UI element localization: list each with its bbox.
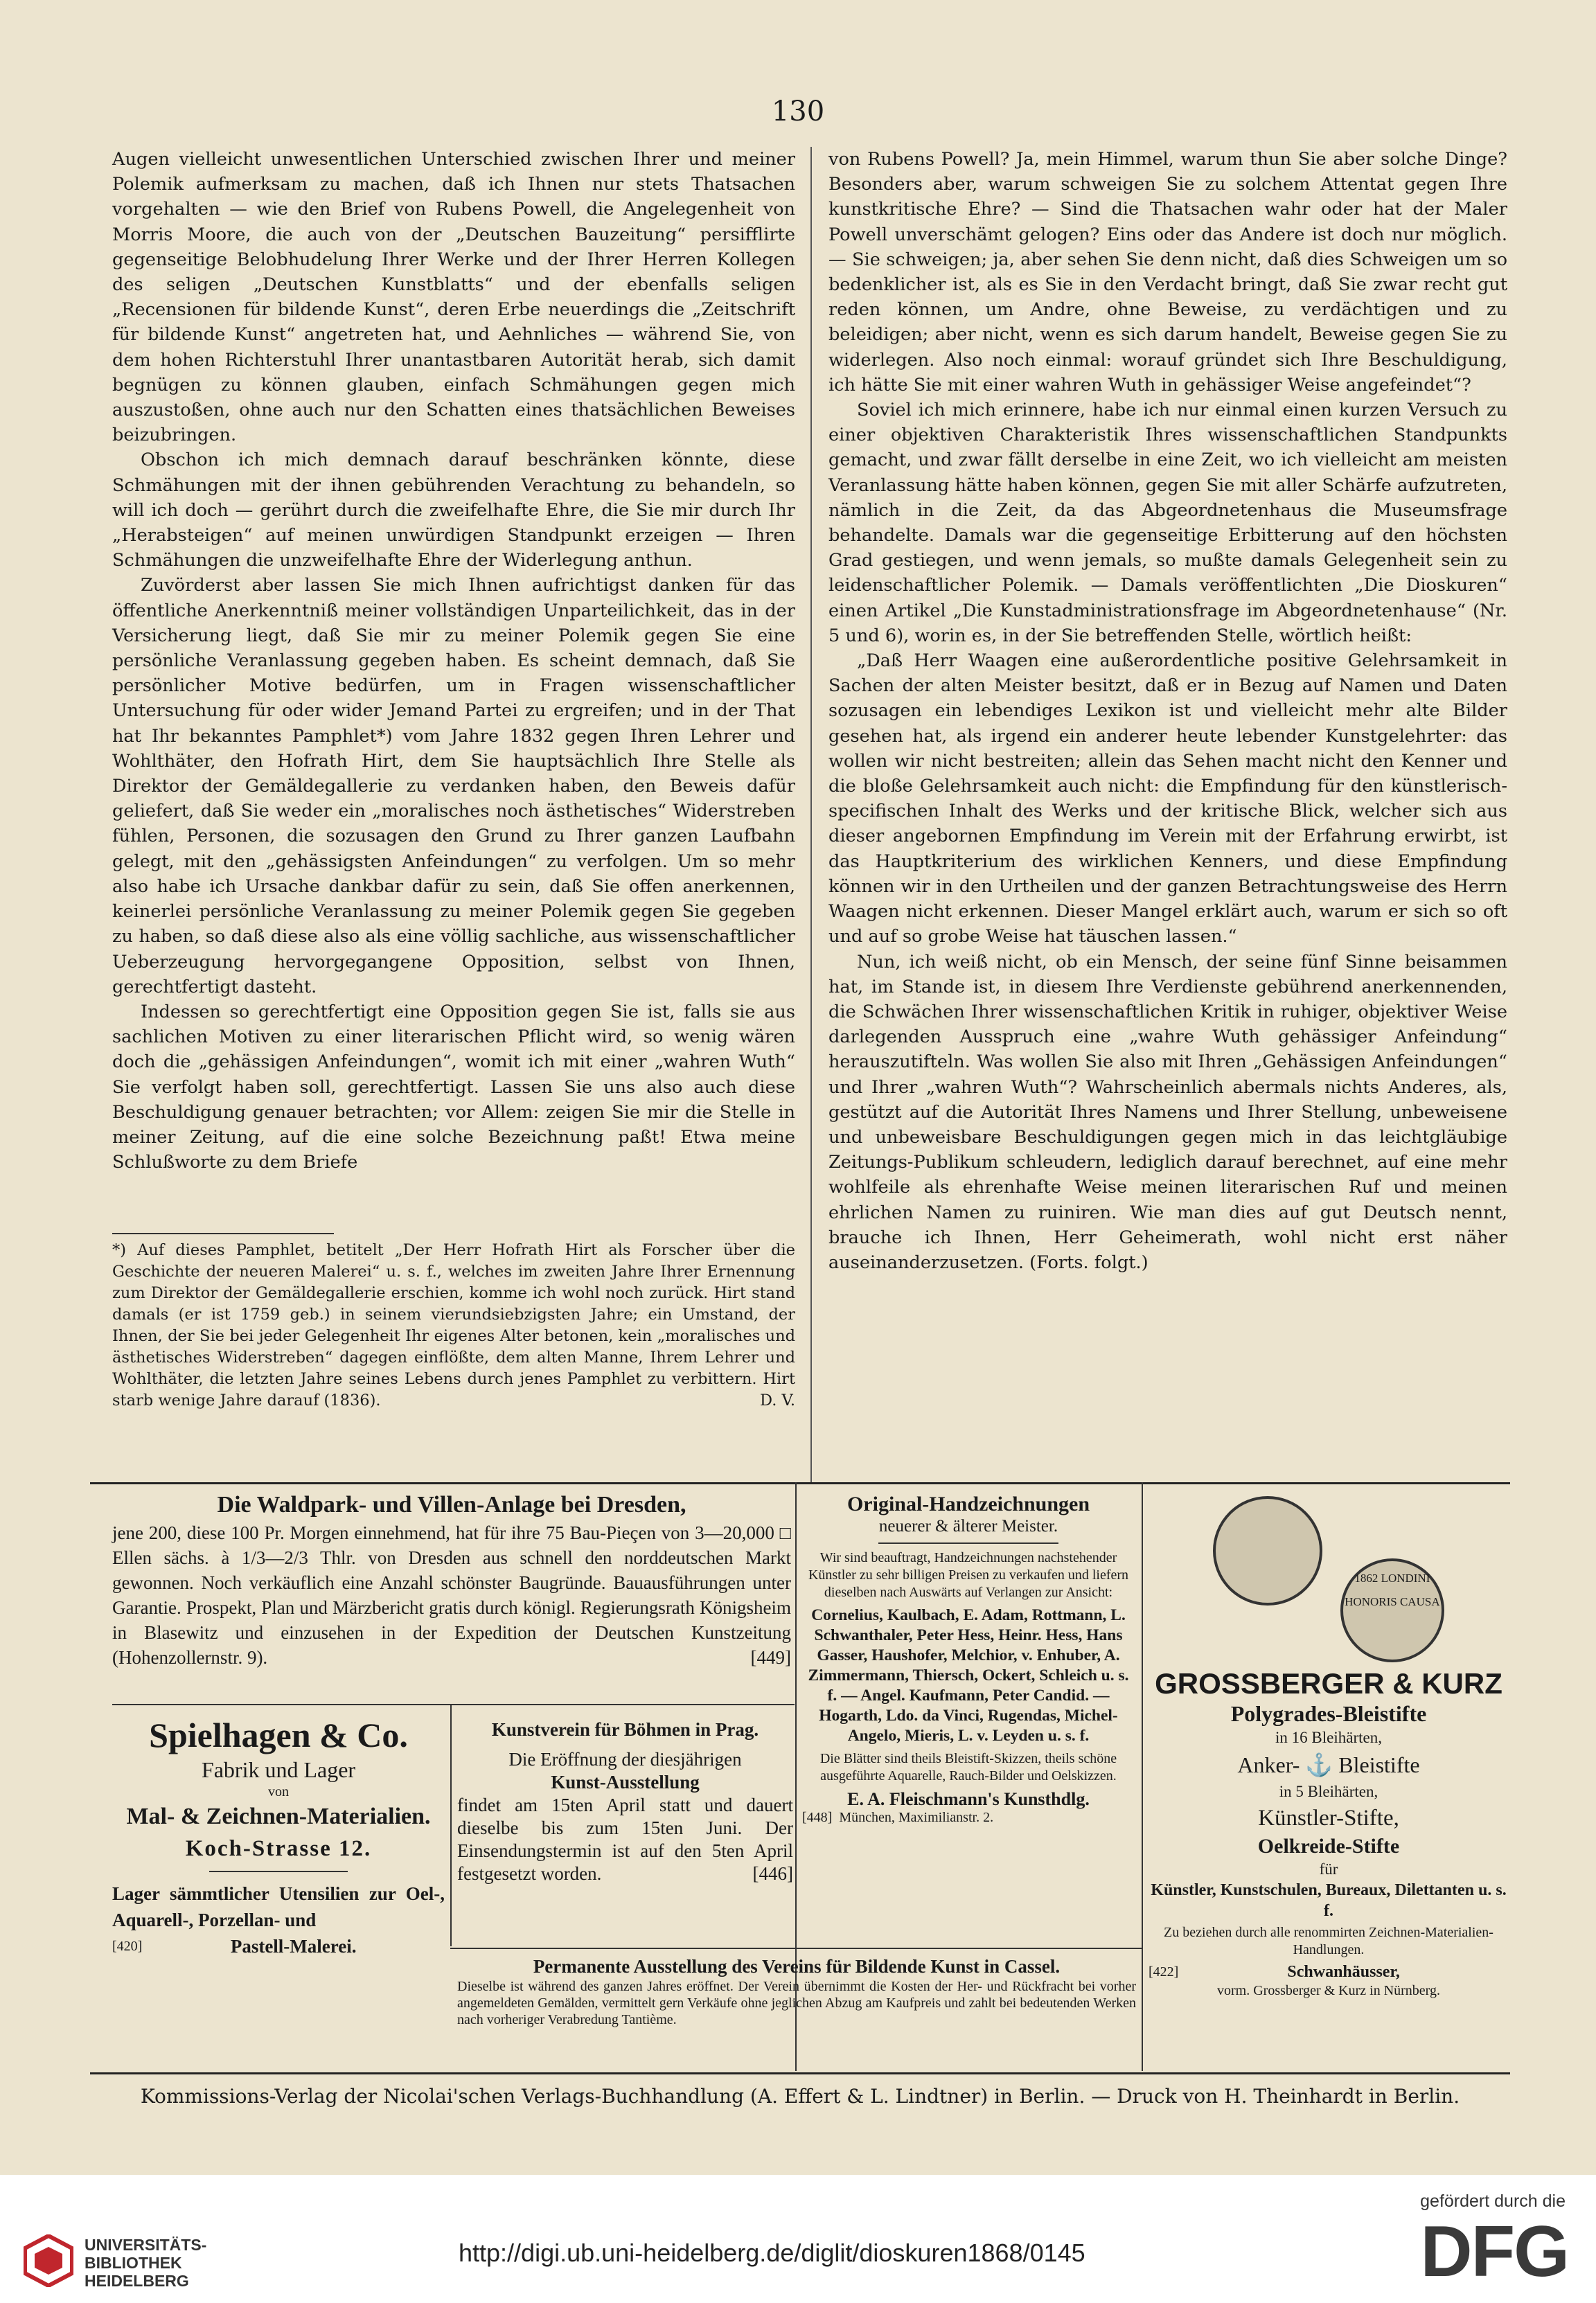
paragraph: Augen vielleicht unwesentlichen Unterschied zwischen Ihrer und meiner Polemik aufmerksam zu machen, daß ich Ihnen nur stets Thatsachen vorgehalten — wie den Brief von Rubens Powell, die Angelegenheit von Morris Moore, die auch von der „Deutschen Bauzeitung“ persifflirte gegenseitige Belobhudelung Ihrer Werke und der Ihrer Herren Kollegen des seligen „Deutschen Kunstblatts“ und der ebenfalls seligen „Recensionen für bildende Kunst“, deren Erbe neuerdings die „Zeitschrift für bildende Kunst“ angetreten hat, und Aehnliches — während Sie, von dem hohen Richterstuhl Ihrer unantastbaren Autorität herab, sich damit begnügen zu können glauben, einfach Schmähungen gegen mich auszustoßen, ohne auch nur den Schatten eines thatsächlichen Beweises beizubringen. — [112, 149, 795, 446]
ad-body: Dieselbe ist während des ganzen Jahres eröffnet. Der Verein übernimmt die Kosten der Her- und Rückfracht bei vorher angemeldeten Gemälden, vermittelt gern Verkäufe ohne jeglichen Abzug am Kaufpreis und zahlt bei bedeutenden Werken nach vorheriger Verabredung Tantième. — [457, 1979, 1136, 2027]
dfg-logo: DFG — [1420, 2212, 1568, 2292]
paragraph: Soviel ich mich erinnere, habe ich nur einmal einen kurzen Versuch zu einer objektiven Charakteristik Ihres wissenschaftlichen Standpunkts gemacht, und zwar fällt derselbe in eine Zeit, wo ich vielleicht am meisten Veranlassung hätte haben können, gegen Sie mit aller Schärfe aufzutreten, nämlich in die Zeit, da das Abgeordnetenhaus die Museumsfrage behandelte. Damals war die gegenseitige Erbitterung auf den höchsten Grad gestiegen, und wenn jemals, so mußte damals Gelegenheit sein zu leidenschaftlicher Polemik. — Damals veröffentlichten „Die Dioskuren“ einen Artikel „Die Kunstadministrationsfrage im Abgeordnetenhause“ (Nr. 5 und 6), worin es, in der Sie betreffenden Stelle, wörtlich heißt: — [828, 400, 1507, 646]
article-right-column — [828, 147, 1507, 1275]
ad-title: Kunstverein für Böhmen in Prag. — [491, 1719, 759, 1740]
ad-body: Lager sämmtlicher Utensilien zur Oel-, Aquarell-, Porzellan- und — [112, 1883, 445, 1930]
ad-title: GROSSBERGER & KURZ — [1155, 1667, 1502, 1700]
ad-line: in 5 Bleihärten, — [1279, 1783, 1378, 1800]
ad-divider — [450, 1704, 452, 1946]
ad-firm: Schwanhäusser, — [1287, 1963, 1400, 1981]
ad-waldpark — [112, 1493, 791, 1670]
ad-line: Zu beziehen durch alle renommirten Zeichnen-Materialien-Handlungen. — [1164, 1925, 1493, 1957]
footnote — [112, 1240, 795, 1412]
ad-ref: [448] — [802, 1810, 833, 1825]
sponsor-label: gefördert durch die — [1420, 2191, 1566, 2211]
ads-top-rule — [90, 1482, 1510, 1484]
ad-place: München, Maximilianstr. 2. — [839, 1810, 994, 1825]
ad-title: Spielhagen & Co. — [149, 1716, 408, 1754]
ad-spielhagen — [112, 1714, 445, 1959]
column-divider — [810, 147, 812, 1484]
ad-title: Original-Handzeichnungen — [846, 1493, 1090, 1515]
ad-line: Künstler, Kunstschulen, Bureaux, Dilettanten u. s. f. — [1151, 1881, 1507, 1920]
ad-rule — [112, 1704, 795, 1705]
ad-line: für — [1319, 1860, 1338, 1878]
footnote-rule — [112, 1233, 334, 1234]
source-url-link[interactable]: http://digi.ub.uni-heidelberg.de/diglit/dioskuren1868/0145 — [459, 2239, 1085, 2267]
ad-line: von — [268, 1784, 289, 1799]
anchor-pencil-icon: ⚓ — [1305, 1752, 1333, 1777]
ad-kunstverein-prag — [457, 1718, 793, 1885]
ad-ref: [422] — [1149, 1964, 1179, 1980]
ad-subtitle: Polygrades-Bleistifte — [1230, 1701, 1427, 1726]
ad-ref: [420] — [112, 1939, 143, 1954]
anker-line: Anker- ⚓ Bleistifte — [1237, 1752, 1420, 1777]
ad-line: Oelkreide-Stifte — [1257, 1835, 1400, 1858]
ad-rule — [209, 1871, 348, 1872]
ad-line: Die Eröffnung der diesjährigen — [508, 1749, 742, 1770]
medals — [1149, 1496, 1509, 1662]
ad-address: Koch-Strasse 12. — [185, 1836, 372, 1861]
ad-line: Kunst-Ausstellung — [551, 1772, 700, 1793]
ad-line: in 16 Bleihärten, — [1275, 1729, 1382, 1746]
footnote-signature: D. V. — [759, 1391, 795, 1410]
digitization-bar — [0, 2175, 1596, 2303]
paragraph: Indessen so gerechtfertigt eine Opposition gegen Sie ist, falls sie aus sachlichen Motiven zu einer literarischen Pflicht wird, so wenig wären doch die „gehässigen Anfeindungen“, womit ich mit einer „wahren Wuth“ Sie verfolgt haben soll, gerechtfertigt. Lassen Sie uns also auch diese Beschuldigung genauer betrachten; vor Allem: zeigen Sie mir die Stelle in meiner Zeitung, auf die eine solche Bezeichnung paßt! Etwa meine Schlußworte zu dem Briefe — [112, 1001, 795, 1173]
ad-rule — [450, 1948, 1142, 1949]
ad-ref: [446] — [752, 1863, 793, 1884]
ad-ref: [449] — [750, 1647, 791, 1668]
footer-rule — [90, 2072, 1510, 2074]
ad-title: Die Waldpark- und Villen-Anlage bei Dresden, — [217, 1492, 686, 1518]
ad-line: Mal- & Zeichnen-Materialien. — [126, 1804, 431, 1829]
ad-original-handzeichnungen — [802, 1493, 1135, 1826]
ad-names: Cornelius, Kaulbach, E. Adam, Rottmann, L. Schwanthaler, Peter Hess, Heinr. Hess, Hans Gasser, Haushofer, Melchior, v. Enhuber, A. Zimmermann, Thiersch, Ockert, Schleich u. s. f. — Angel. Kaufmann, Peter Candid. — Hogarth, Ldo. da Vinci, Rugendas, Michel-Angelo, Mieris, L. v. Leyden u. s. f. — [808, 1606, 1129, 1745]
footnote-text: *) Auf dieses Pamphlet, betitelt „Der Herr Hofrath Hirt als Forscher über die Geschichte der neueren Malerei“ u. s. f., welches im zweiten Jahre Ihrer Ernennung zum Direktor der Gemäldegallerie erschien, komme ich wohl noch zurück. Hirt stand damals (er ist 1759 geb.) in seinem vierundsiebzigsten Jahre; ein Umstand, der Ihnen, der Sie bei jeder Gelegenheit Ihr eigenes Alter betonen, kein „moralisches und ästhetisches Widerstreben“ dagegen einflößte, dem alten Manne, Ihrem Lehrer und Wohlthäter, die letzten Jahre seines Lebens durch jenes Pamphlet zu verbittern. Hirt starb wenige Jahre darauf (1836). — [112, 1241, 795, 1410]
ad-line: vorm. Grossberger & Kurz in Nürnberg. — [1217, 1983, 1440, 1998]
ad-line: Pastell-Malerei. — [230, 1936, 357, 1957]
ad-grossberger-kurz — [1149, 1489, 1509, 2000]
ad-body: jene 200, diese 100 Pr. Morgen einnehmend, hat für ihre 75 Bau-Pieçen von 3—20,000 □ Ellen sächs. à 1/3—2/3 Thlr. von Dresden aus schnell den norddeutschen Markt gewonnen. Noch verkäuflich eine Anzahl schönster Baugründe. Bauausführungen unter Garantie. Prospekt, Plan und Märzbericht gratis durch königl. Regierungsrath Königsheim in Blasewitz und einzusehen in der Expedition der Deutschen Kunstzeitung (Hohenzollernstr. 9). [449] — [112, 1520, 791, 1670]
page-number: 130 — [771, 96, 825, 127]
ad-line: Künstler-Stifte, — [1258, 1806, 1399, 1831]
imprint: Kommissions-Verlag der Nicolai'schen Verlags-Buchhandlung (A. Effert & L. Lindtner) in Berlin. — Druck von H. Theinhardt in Berlin. — [140, 2085, 1460, 2108]
paragraph: Zuvörderst aber lassen Sie mich Ihnen aufrichtigst danken für das öffentliche Anerkenntniß meiner vollständigen Unparteilichkeit, das in der Versicherung liegt, daß Sie mir zu meiner Polemik gegen Sie eine persönliche Veranlassung gegeben haben. Es scheint demnach, daß Sie persönlicher Motive bedürfen, um in Fragen wissenschaftlicher Untersuchung für oder wider Jemand Partei zu ergreifen; und in der That hat Ihr bekanntes Pamphlet*) vom Jahre 1832 gegen Ihren Lehrer und Wohlthäter, den Hofrath Hirt, dem Sie hauptsächlich Ihre Stelle als Direktor der Gemäldegallerie zu verdanken haben, den Beweis dafür geliefert, daß Sie weder ein „moralisches noch ästhetisches“ Widerstreben fühlen, Personen, die sozusagen den Grund zu Ihrer ganzen Laufbahn gelegt, mit den „gehässigsten Anfeindungen“ zu verfolgen. Um so mehr also habe ich Ursache dankbar dafür zu sein, daß Sie offen anerkennen, keinerlei persönliche Veranlassung zu meiner Polemik gegen Sie gegeben zu haben, so daß diese also als eine völlig sachliche, aus wissenschaftlicher Ueberzeugung hervorgegangene Opposition, selbst von Ihnen, gerechtfertigt dasteht. — [112, 575, 795, 997]
ad-firm: E. A. Fleischmann's Kunsthdlg. — [847, 1789, 1090, 1809]
ad-subtitle: neuerer & älterer Meister. — [878, 1517, 1058, 1536]
ad-divider — [1142, 1482, 1143, 2071]
university-library-logo-icon — [24, 2234, 73, 2287]
medal-london-1862: 1862 LONDINI HONORIS CAUSA — [1340, 1558, 1444, 1662]
paragraph: von Rubens Powell? Ja, mein Himmel, warum thun Sie aber solche Dinge? Besonders aber, warum schweigen Sie zu solchem Attentat gegen Ihre kunstkritische Ehre? — Sind die Thatsachen wahr oder hat der Maler Powell unverschämt gelogen? Eins oder das Andere ist doch nur möglich. — Sie schweigen; ja, aber sehen Sie denn nicht, daß dies Schweigen um so bedenklicher ist, als es Sie in den Verdacht bringt, daß Sie zwar recht gut reden können, um Andre, ohne Beweise, zu verdächtigen und zu beleidigen; aber nicht, wenn es sich darum handelt, Beweise gegen Sie zu widerlegen. Also noch einmal: worauf gründet sich Ihre Beschuldigung, ich hätte Sie mit einer wahren Wuth in gehässiger Weise angefeindet“? — [828, 149, 1507, 395]
library-name: UNIVERSITÄTS- BIBLIOTHEK HEIDELBERG — [85, 2236, 207, 2290]
paragraph: Obschon ich mich demnach darauf beschränken könnte, diese Schmähungen mit der ihnen gebührenden Verachtung zu behandeln, so will ich doch — gerührt durch die zweifelhafte Ehre, die Sie mir durch Ihr „Herabsteigen“ auf meinen unwürdigen Standpunkt erzeigen — Ihren Schmähungen die unzweifelhafte Ehre der Widerlegung anthun. — [112, 450, 795, 571]
paragraph: Nun, ich weiß nicht, ob ein Mensch, der seine fünf Sinne beisammen hat, im Stande ist, in diesem Ihre Verdienste gebührend anerkennenden, die Schwächen Ihrer wissenschaftlichen Kritik in ruhiger, objektiver Weise darlegenden Ausspruch eine „wahre Wuth gehässiger Anfeindung“ herauszutifteln. Was wollen Sie also mit Ihren „Gehässigen Anfeindungen“ und Ihrer „wahren Wuth“? Wahrscheinlich abermals nichts Anderes, als, gestützt auf die Autorität Ihres Namens und Ihrer Stellung, unbeweisene und unbeweisbare Beschuldigungen gegen mich in das leichtgläubige Zeitungs-Publikum schleudern, lediglich darauf berechnet, auf eine mehr wohlfeile als ehrenhafte Weise meinen literarischen Ruf und meinen ehrlichen Namen zu ruiniren. Wie man dies auf gut Deutsch nennt, brauche ich Ihnen, Herr Geheimerath, wohl nicht erst näher auseinanderzusetzen. (Forts. folgt.) — [828, 951, 1507, 1273]
ad-kassel — [457, 1955, 1136, 2028]
quotation: „Daß Herr Waagen eine außerordentliche positive Gelehrsamkeit in Sachen der alten Meister besitzt, daß er in Bezug auf Namen und Daten sozusagen ein lebendiges Lexikon ist und vielleicht mehr alte Bilder gesehen hat, als irgend ein anderer heute lebender Kunstgelehrter: das wollen wir nicht bestreiten; allein das Sehen macht nicht den Kenner und die bloße Gelehrsamkeit auch nicht: die Empfindung für den künstlerisch-specifischen Inhalt des Werks und der kritische Blick, welcher sich aus dieser angebornen Empfindung im Verein mit der Erfahrung erwirbt, ist das Hauptkriterium des wirklichen Kenners, und diese Empfindung können wir in den Urtheilen und der ganzen Betrachtungsweise des Herrn Waagen nicht erkennen. Dieser Mangel erklärt auch, warum er sich so oft und auf so grobe Weise hat täuschen lassen.“ — [828, 650, 1507, 948]
ad-intro: Wir sind beauftragt, Handzeichnungen nachstehender Künstler zu sehr billigen Preisen zu verkaufen und liefern dieselben nach Auswärts auf Verlangen zur Ansicht: — [808, 1550, 1129, 1600]
ad-title: Permanente Ausstellung des Vereins für Bildende Kunst in Cassel. — [533, 1956, 1061, 1977]
ad-rule — [878, 1542, 1058, 1544]
article-left-column — [112, 147, 795, 1175]
ad-note: Die Blätter sind theils Bleistift-Skizzen, theils schöne ausgeführte Aquarelle, Rauch-Bilder und Oelskizzen. — [819, 1751, 1117, 1784]
ad-line: Fabrik und Lager — [201, 1757, 356, 1782]
medal-portrait-image — [1213, 1496, 1322, 1606]
ad-body: findet am 15ten April statt und dauert dieselbe bis zum 15ten Juni. Der Einsendungstermin ist auf den 5ten April festgesetzt worden. [446] — [457, 1795, 793, 1884]
